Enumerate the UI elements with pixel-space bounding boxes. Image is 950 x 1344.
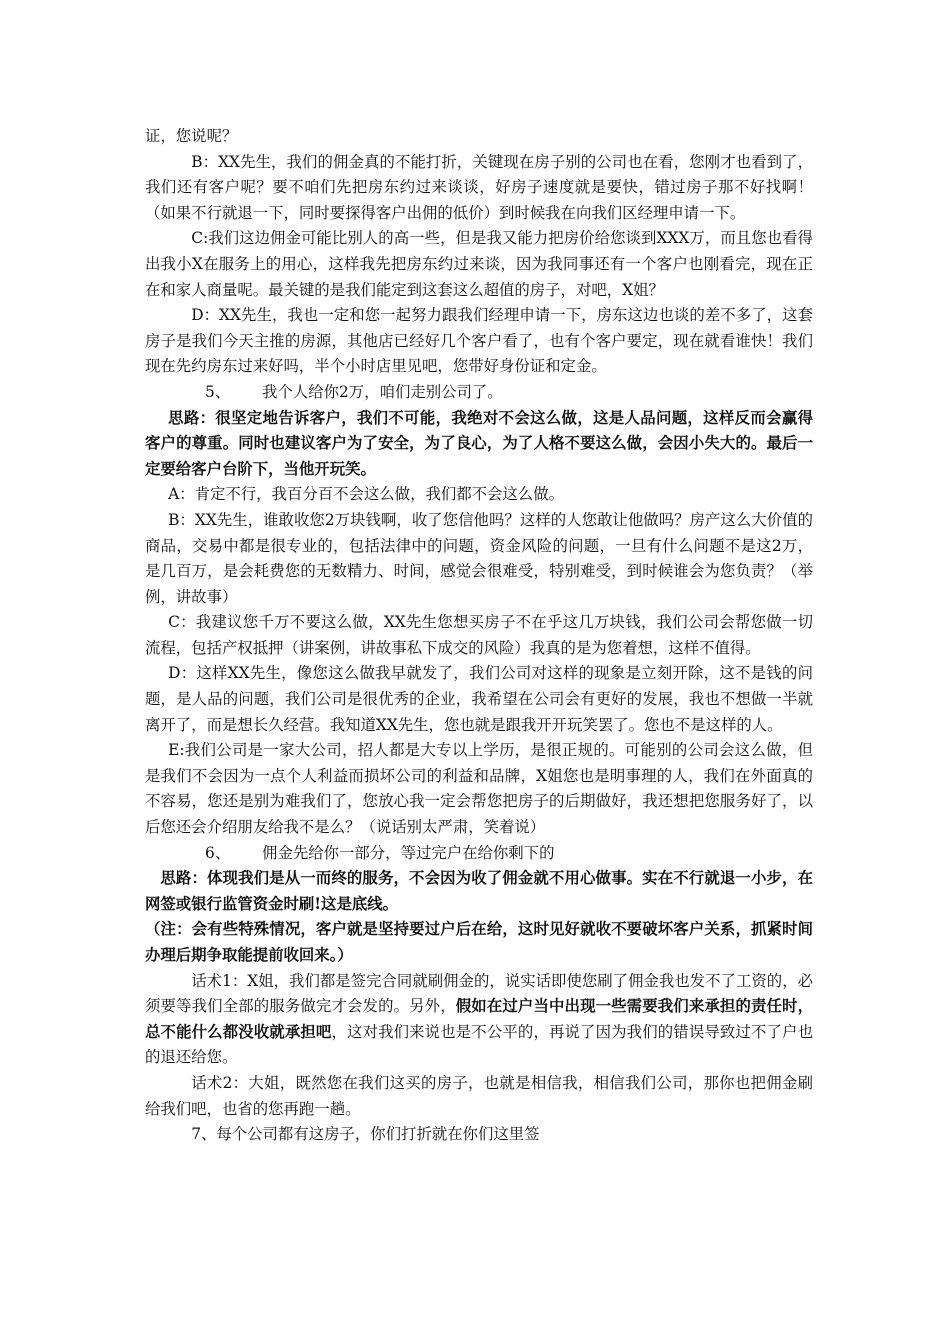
- section-5-heading: [145, 380, 813, 406]
- script-1-part-a: 话术1：X姐，我们都是签完合同就刷佣金的，说实话即使您刷了佣金我也发不了工资的，必须要等我们全部的服务做完才会发的。另外，: [145, 971, 813, 1016]
- section-7-heading: 7、每个公司都有这房子，你们打折就在你们这里签: [191, 1125, 540, 1144]
- section-5-title: 我个人给你2万，咱们走别公司了。: [262, 382, 503, 401]
- section-5-script-a: A：肯定不行，我百分百不会这么做，我们都不会这么做。: [168, 485, 564, 504]
- section-5-script-e: E:我们公司是一家大公司，招人都是大专以上学历，是很正规的。可能别的公司会这么做，但是我们不会因为一点个人利益而损坏公司的利益和品牌，X姐您也是明事理的人，我们在外面真的不容易，您还是别为难我们了，您放心我一定会帮您把房子的后期做好，我还想把您服务好了，以后您还会介绍朋友给我不是么？（说话别太严肃，笑着说）: [145, 741, 813, 837]
- section-6-number: 6、: [205, 843, 231, 862]
- document-page: [145, 124, 813, 1148]
- script-1-part-c: ，这对我们来说也是不公平的，再说了因为我们的错误导致过不了户也的退还给您。: [145, 1022, 813, 1067]
- section-6-thinking: 思路：体现我们是从一而终的服务，不会因为收了佣金就不用心做事。实在不行就退一小步，在网签或银行监管资金时刷!这是底线。: [145, 869, 813, 913]
- section-6-heading: [145, 841, 813, 867]
- script-1-bold-part: 假如在过户当中出现一些需要我们来承担的责任时，总不能什么都没收就承担吧: [145, 997, 813, 1041]
- section-6-title: 佣金先给你一部分，等过完户在给你剩下的: [262, 843, 555, 862]
- section-5-script-c: C：我建议您千万不要这么做，XX先生您想买房子不在乎这几万块钱，我们公司会帮您做一切流程，包括产权抵押（讲案例，讲故事私下成交的风险）我真的是为您着想，这样不值得。: [145, 613, 813, 657]
- section-6-script-1: [145, 969, 813, 1071]
- paragraph-continuation: 证，您说呢？: [145, 127, 238, 145]
- section-5-script-d: D：这样XX先生，像您这么做我早就发了，我们公司对这样的现象是立刻开除，这不是钱的问题，是人品的问题，我们公司是很优秀的企业，我希望在公司会有更好的发展，我也不想做一半就离开了，而是想长久经营。我知道XX先生，您也就是跟我开开玩笑罢了。您也不是这样的人。: [145, 664, 813, 734]
- script-b-commission: B：XX先生，我们的佣金真的不能打折，关键现在房子别的公司也在看，您刚才也看到了，我们还有客户呢？要不咱们先把房东约过来谈谈，好房子速度就是要快，错过房子那不好找啊！（如果不行就退一下，同时要探得客户出佣的低价）到时候我在向我们区经理申请一下。: [145, 152, 813, 222]
- section-5-number: 5、: [205, 382, 231, 401]
- section-6-script-2: 话术2：大姐，既然您在我们这买的房子，也就是相信我，相信我们公司，那你也把佣金刷给我们吧，也省的您再跑一趟。: [145, 1073, 813, 1118]
- section-5-script-b: B：XX先生，谁敢收您2万块钱啊，收了您信他吗？这样的人您敢让他做吗？房产这么大价值的商品，交易中都是很专业的，包括法律中的问题，资金风险的问题，一旦有什么问题不是这2万，是几百万，是会耗费您的无数精力、时间，感觉会很难受，特别难受，到时候谁会为您负责？（举例，讲故事）: [145, 510, 813, 606]
- script-d-commission: D：XX先生，我也一定和您一起努力跟我们经理申请一下，房东这边也谈的差不多了，这套房子是我们今天主推的房源，其他店已经好几个客户看了，也有个客户要定，现在就看谁快！我们现在先约房东过来好吗，半个小时店里见吧，您带好身份证和定金。: [145, 306, 813, 376]
- script-c-commission: C:我们这边佣金可能比别人的高一些，但是我又能力把房价给您谈到XXX万，而且您也看得出我小X在服务上的用心，这样我先把房东约过来谈，因为我同事还有一个客户也刚看完，现在正在和家人商量呢。最关键的是我们能定到这套这么超值的房子，对吧，X姐？: [145, 229, 813, 299]
- section-5-thinking: 思路：很坚定地告诉客户，我们不可能，我绝对不会这么做，这是人品问题，这样反而会赢得客户的尊重。同时也建议客户为了安全，为了良心，为了人格不要这么做，会因小失大的。最后一定要给客户台阶下，当他开玩笑。: [145, 408, 813, 478]
- section-6-note: （注：会有些特殊情况，客户就是坚持要过户后在给，这时见好就收不要破坏客户关系，抓紧时间办理后期争取能提前收回来。）: [145, 920, 813, 964]
